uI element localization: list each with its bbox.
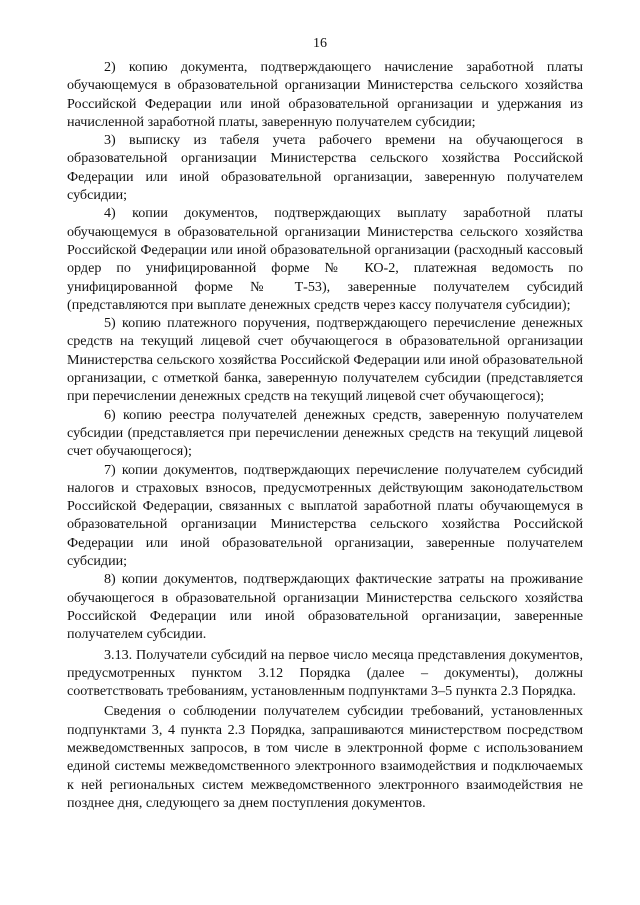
item-2-paragraph: 2) копию документа, подтверждающего начисление заработной платы обучающемуся в образовательной организации Министерства сельского хозяйства Российской Федерации или иной образовательной организации и удержания из начисленной заработной платы, заверенную получателем субсидии; [67, 59, 583, 130]
item-6-paragraph: 6) копию реестра получателей денежных средств, заверенную получателем субсидии (представляется при перечислении денежных средств на текущий лицевой счет обучающегося); [67, 406, 583, 460]
page-number: 16 [313, 36, 327, 51]
document-body [67, 58, 583, 812]
information-requests-paragraph: Сведения о соблюдении получателем субсидии требований, установленных подпунктами 3, 4 пункта 2.3 Порядка, запрашиваются министерством посредством межведомственных запросов, в том числе в электронной форме с использованием единой системы межведомственного электронного взаимодействия и подключаемых к ней региональных систем межведомственного электронного взаимодействия не позднее дня, следующего за днем поступления документов. [67, 703, 583, 811]
item-7-paragraph: 7) копии документов, подтверждающих перечисление получателем субсидий налогов и страховых взносов, предусмотренных действующим законодательством Российской Федерации, связанных с выплатой заработной платы обучающемуся в образовательной организации Министерства сельского хозяйства Российской Федерации или иной образовательной организации, заверенные получателем субсидии; [67, 461, 583, 570]
item-5-paragraph: 5) копию платежного поручения, подтверждающего перечисление денежных средств на текущий лицевой счет обучающегося в образовательной организации Министерства сельского хозяйства Российской Федерации или иной образовательной организации, с отметкой банка, заверенную получателем субсидии (представляется при перечислении денежных средств на текущий лицевой счет обучающегося); [67, 315, 583, 405]
item-8-paragraph: 8) копии документов, подтверждающих фактические затраты на проживание обучающегося в образовательной организации Министерства сельского хозяйства Российской Федерации или иной образовательной организации, заверенные получателем субсидии. [67, 571, 583, 643]
item-3-paragraph: 3) выписку из табеля учета рабочего времени на обучающегося в образовательной организации Министерства сельского хозяйства Российской Федерации или иной образовательной организации, заверенную получателем субсидии; [67, 132, 583, 204]
clause-3-13-paragraph: 3.13. Получатели субсидий на первое число месяца представления документов, предусмотренных пунктом 3.12 Порядка (далее – документы), должны соответствовать требованиям, установленным подпунктами 3–5 пункта 2.3 Порядка. [67, 646, 583, 700]
item-4-paragraph: 4) копии документов, подтверждающих выплату заработной платы обучающемуся в образовательной организации Министерства сельского хозяйства Российской Федерации или иной образовательной организации (расходный кассовый ордер по унифицированной форме № КО-2, платежная ведомость по унифицированной форме № Т-53), заверенные получателем субсидий (представляются при выплате денежных средств через кассу получателя субсидии); [67, 205, 583, 313]
